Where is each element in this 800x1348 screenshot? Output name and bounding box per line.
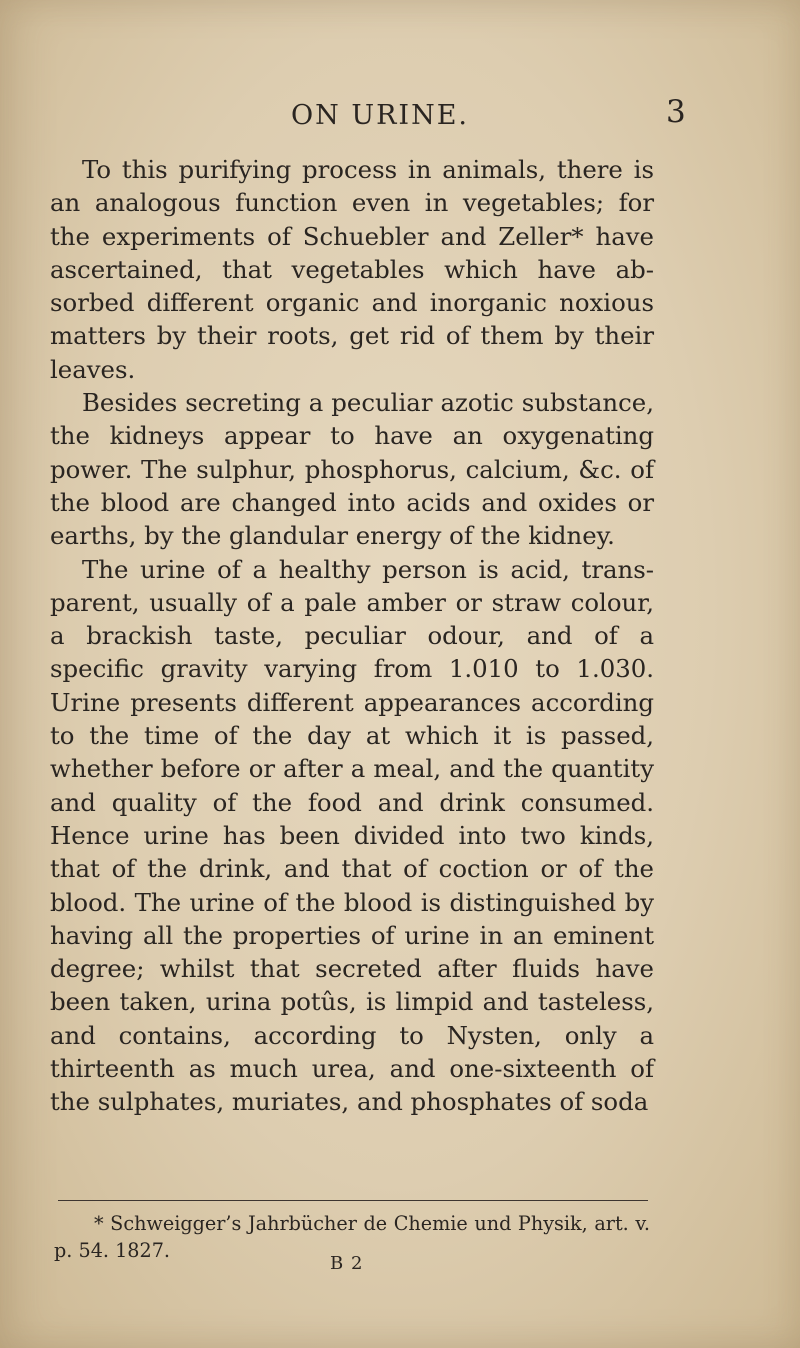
footnote-rule xyxy=(58,1200,648,1201)
signature-mark: B 2 xyxy=(330,1253,364,1274)
page-header xyxy=(0,94,800,140)
body-text xyxy=(50,153,654,1119)
page-number: 3 xyxy=(666,94,686,130)
paragraph: To this purifying process in animals, there is an analogous function even in vegetables; for the experiments of Schuebler and Zeller* have ascertained, that vegetables which have absorbed different organic and inorganic noxious matters by their roots, get rid of them by their leaves. xyxy=(50,155,654,384)
paragraph: The urine of a healthy person is acid, transparent, usually of a pale amber or straw colour, a brackish taste, peculiar odour, and of a specific gravity varying from 1.010 to 1.030. Urine presents different appearances according to the time of the day at which it is passed, whether before or after a meal, and the quantity and quality of the food and drink consumed. Hence urine has been divided into two kinds, that of the drink, and that of coction or of the blood. The urine of the blood is distinguished by having all the properties of urine in an eminent degree; whilst that secreted after fluids have been taken, urina potûs, is limpid and tasteless, and contains, according to Nysten, only a thirteenth as much urea, and one-sixteenth of the sulphates, muriates, and phosphates of soda xyxy=(50,554,654,1117)
paragraph: Besides secreting a peculiar azotic substance, the kidneys appear to have an oxygenating power. The sulphur, phosphorus, calcium, &c. of the blood are changed into acids and oxides or earths, by the glandular energy of the kidney. xyxy=(50,388,654,551)
running-head: ON URINE. xyxy=(291,100,470,131)
footnote: * Schweigger’s Jahrbücher de Chemie und Physik, art. v. p. 54. 1827. xyxy=(54,1212,650,1262)
